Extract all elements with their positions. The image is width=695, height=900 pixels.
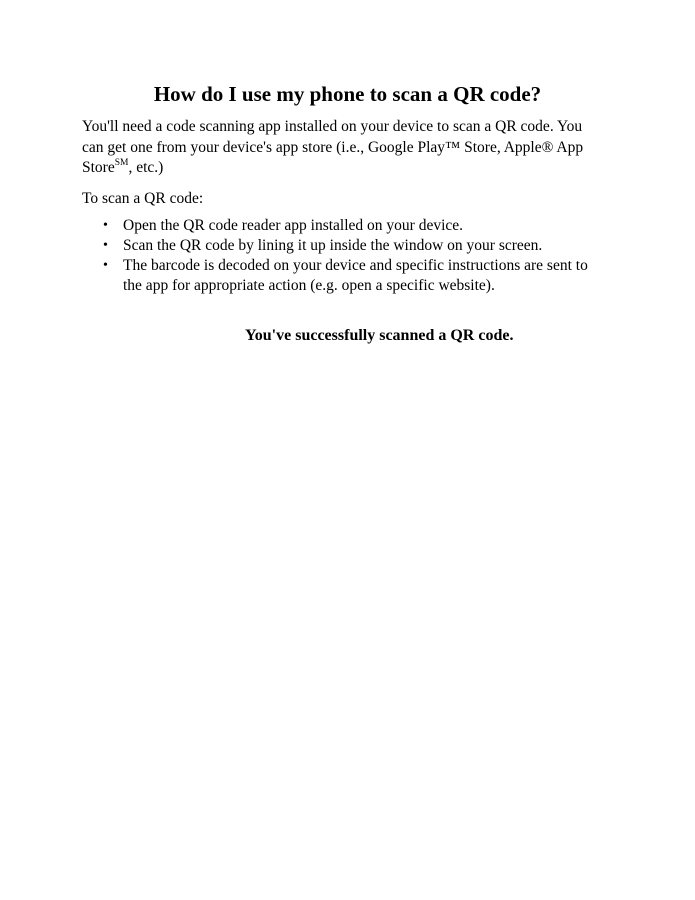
list-item bbox=[82, 216, 607, 236]
page-title: How do I use my phone to scan a QR code? bbox=[153, 82, 542, 106]
step-text: Scan the QR code by lining it up inside the window on your screen. bbox=[123, 237, 543, 254]
bullet-icon: • bbox=[103, 258, 108, 273]
service-mark-superscript: SM bbox=[114, 157, 129, 168]
bullet-icon: • bbox=[103, 238, 108, 253]
steps-lead-text: To scan a QR code: bbox=[82, 190, 204, 207]
list-item bbox=[82, 256, 607, 295]
intro-text-end: , etc.) bbox=[128, 159, 164, 176]
steps-list bbox=[82, 216, 607, 296]
closing-message: You've successfully scanned a QR code. bbox=[245, 327, 514, 344]
step-text: Open the QR code reader app installed on your device. bbox=[123, 217, 464, 234]
bullet-icon: • bbox=[103, 218, 108, 233]
step-text: The barcode is decoded on your device and specific instructions are sent to the app for appropriate action (e.g. open a specific website). bbox=[123, 257, 588, 294]
list-item bbox=[82, 236, 607, 256]
intro-text: You'll need a code scanning app installed on your device to scan a QR code. You can get one from your device's app store (i.e., Google Play™ Store, Apple® App Store bbox=[82, 118, 584, 176]
intro-paragraph bbox=[82, 117, 607, 179]
